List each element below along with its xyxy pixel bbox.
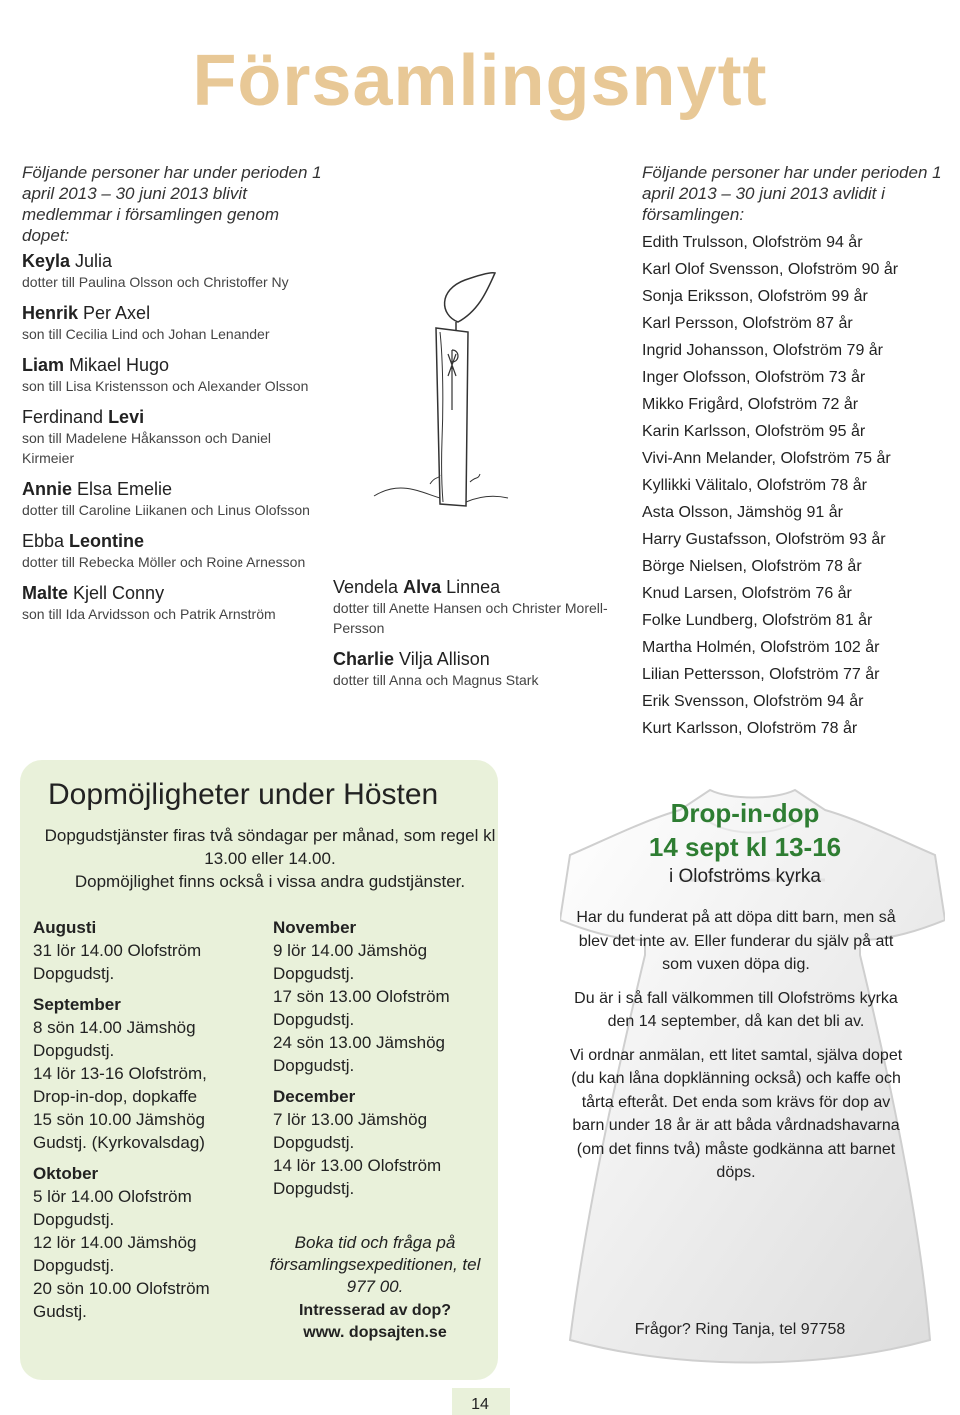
interest-question: Intresserad av dop? xyxy=(298,1302,452,1319)
child-name-pre: Vendela xyxy=(333,577,404,597)
deceased-entry: Karin Karlsson, Olofström 95 år xyxy=(642,423,866,440)
candle-illustration xyxy=(370,270,520,530)
schedule-line: Dopgudstj. xyxy=(33,1256,115,1275)
child-parents: dotter till Caroline Liikanen och Linus Olofsson xyxy=(22,502,310,518)
child-name xyxy=(333,648,613,670)
child-call-name: Alva xyxy=(403,577,442,597)
child-name-rest: Kjell Conny xyxy=(68,583,165,603)
month-heading: December xyxy=(273,1087,356,1106)
schedule-line: 24 sön 13.00 Jämshög xyxy=(273,1033,446,1052)
child-parents: dotter till Anna och Magnus Stark xyxy=(333,672,539,688)
child-name xyxy=(22,354,322,376)
deaths-column xyxy=(642,162,942,742)
autumn-subtitle xyxy=(40,824,500,893)
baptized-child xyxy=(22,582,322,624)
child-name xyxy=(22,406,322,428)
deceased-entry: Lilian Pettersson, Olofström 77 år xyxy=(642,666,880,683)
deceased-entry: Mikko Frigård, Olofström 72 år xyxy=(642,396,859,413)
schedule-line: Drop-in-dop, dopkaffe xyxy=(33,1087,198,1106)
deceased-entry: Folke Lundberg, Olofström 81 år xyxy=(642,612,873,629)
schedule-line: 9 lör 14.00 Jämshög xyxy=(273,941,428,960)
dropin-paragraph-1: Har du funderat på att döpa ditt barn, men så blev det inte av. Eller funderar du själv på att som vuxen döpa dig. xyxy=(576,909,896,973)
child-parents: son till Ida Arvidsson och Patrik Arnström xyxy=(22,606,276,622)
autumn-sub2: Dopmöjlighet finns också i vissa andra gudstjänster. xyxy=(74,872,466,891)
child-call-name: Levi xyxy=(108,407,145,427)
baptized-child xyxy=(22,530,322,572)
booking-info: Boka tid och fråga på församlingsexpeditionen, tel 977 00. xyxy=(269,1233,481,1296)
child-name xyxy=(333,576,613,598)
autumn-heading: Dopmöjligheter under Hösten xyxy=(48,778,439,811)
child-parents: dotter till Paulina Olsson och Christoffer Ny xyxy=(22,274,289,290)
schedule-line: Dopgudstj. xyxy=(273,964,355,983)
schedule-line: Gudstj. xyxy=(33,1302,87,1321)
autumn-sub1: Dopgudstjänster firas två söndagar per månad, som regel kl 13.00 eller 14.00. xyxy=(44,826,496,868)
schedule-line: Dopgudstj. xyxy=(33,1041,115,1060)
schedule-line: Dopgudstj. xyxy=(273,1010,355,1029)
deaths-intro: Följande personer har under perioden 1 april 2013 – 30 juni 2013 avlidit i församlingen: xyxy=(642,163,942,224)
deceased-entry: Karl Persson, Olofström 87 år xyxy=(642,315,853,332)
baptized-child xyxy=(22,354,322,396)
dropin-paragraph-3: Vi ordnar anmälan, ett litet samtal, själva dopet (du kan låna dopklänning också) och kaffe och tårta efteråt. Det enda som krävs för dop av barn under 18 år är att båda vårdnadshavarna (om det finns två) måste godkänna att barnet döps. xyxy=(569,1046,903,1181)
schedule-line: 15 sön 10.00 Jämshög xyxy=(33,1110,206,1129)
schedule-line: 8 sön 14.00 Jämshög xyxy=(33,1018,196,1037)
baptism-list-continued xyxy=(333,572,613,690)
schedule-line: Dopgudstj. xyxy=(273,1133,355,1152)
deceased-entry: Sonja Eriksson, Olofström 99 år xyxy=(642,288,868,305)
child-name xyxy=(22,478,322,500)
schedule-column-b xyxy=(273,916,493,1200)
baptized-child xyxy=(22,406,322,468)
child-parents: dotter till Anette Hansen och Christer Morell-Persson xyxy=(333,600,608,636)
baptized-child xyxy=(333,648,613,690)
child-name xyxy=(22,250,322,272)
dropin-paragraph-2: Du är i så fall välkommen till Olofströms kyrka den 14 september, då kan det bli av. xyxy=(574,989,898,1030)
child-name xyxy=(22,582,322,604)
child-name-rest: Linnea xyxy=(441,577,501,597)
website-info xyxy=(260,1300,490,1344)
month-heading: Augusti xyxy=(33,918,97,937)
child-name-rest: Elsa Emelie xyxy=(72,479,173,499)
deceased-entry: Kurt Karlsson, Olofström 78 år xyxy=(642,720,858,737)
schedule-line: 14 lör 13-16 Olofström, xyxy=(33,1064,207,1083)
deceased-entry: Kyllikki Välitalo, Olofström 78 år xyxy=(642,477,867,494)
dropin-heading xyxy=(605,796,885,864)
schedule-line: 12 lör 14.00 Jämshög xyxy=(33,1233,197,1252)
baptized-child xyxy=(22,478,322,520)
baptized-child xyxy=(22,302,322,344)
deceased-entry: Harry Gustafsson, Olofström 93 år xyxy=(642,531,886,548)
child-call-name: Charlie xyxy=(333,649,395,669)
child-call-name: Annie xyxy=(22,479,73,499)
month-heading: September xyxy=(33,995,121,1014)
child-name xyxy=(22,302,322,324)
child-call-name: Henrik xyxy=(22,303,79,323)
deceased-entry: Inger Olofsson, Olofström 73 år xyxy=(642,369,866,386)
schedule-line: 31 lör 14.00 Olofström xyxy=(33,941,202,960)
page-number: 14 xyxy=(471,1396,489,1413)
month-heading: Oktober xyxy=(33,1164,99,1183)
deceased-entry: Karl Olof Svensson, Olofström 90 år xyxy=(642,261,899,278)
deceased-entry: Börge Nielsen, Olofström 78 år xyxy=(642,558,862,575)
website-link[interactable]: www. dopsajten.se xyxy=(303,1324,447,1341)
schedule-line: 7 lör 13.00 Jämshög xyxy=(273,1110,428,1129)
child-name-rest: Julia xyxy=(70,251,113,271)
child-parents: son till Madelene Håkansson och Daniel Kirmeier xyxy=(22,430,272,466)
baptism-intro: Följande personer har under perioden 1 april 2013 – 30 juni 2013 blivit medlemmar i församlingen genom dopet: xyxy=(22,163,322,245)
schedule-line: 20 sön 10.00 Olofström xyxy=(33,1279,210,1298)
deceased-entry: Asta Olsson, Jämshög 91 år xyxy=(642,504,843,521)
dropin-contact: Frågor? Ring Tanja, tel 97758 xyxy=(634,1321,846,1338)
child-call-name: Liam xyxy=(22,355,65,375)
schedule-line: Dopgudstj. xyxy=(273,1179,355,1198)
child-call-name: Leontine xyxy=(69,531,145,551)
baptized-child xyxy=(333,576,613,638)
schedule-line: 14 lör 13.00 Olofström xyxy=(273,1156,442,1175)
page-title: Församlingsnytt xyxy=(192,41,768,121)
schedule-line: Gudstj. (Kyrkovalsdag) xyxy=(33,1133,205,1152)
deceased-entry: Erik Svensson, Olofström 94 år xyxy=(642,693,864,710)
baptism-list xyxy=(22,250,322,624)
schedule-line: Dopgudstj. xyxy=(33,964,115,983)
dropin-time: 14 sept kl 13-16 xyxy=(648,832,842,862)
child-name-rest: Per Axel xyxy=(78,303,151,323)
month-heading: November xyxy=(273,918,357,937)
dropin-text xyxy=(568,906,904,1195)
child-parents: son till Cecilia Lind och Johan Lenander xyxy=(22,326,270,342)
schedule-line: Dopgudstj. xyxy=(33,1210,115,1229)
schedule-line: 17 sön 13.00 Olofström xyxy=(273,987,450,1006)
child-parents: dotter till Rebecka Möller och Roine Arnesson xyxy=(22,554,306,570)
dropin-title: Drop-in-dop xyxy=(670,798,820,828)
child-name-rest: Mikael Hugo xyxy=(64,355,170,375)
schedule-column-a xyxy=(33,916,263,1323)
deceased-entry: Ingrid Johansson, Olofström 79 år xyxy=(642,342,884,359)
dropin-place: i Olofströms kyrka xyxy=(668,866,822,887)
schedule-line: Dopgudstj. xyxy=(273,1056,355,1075)
child-name-pre: Ferdinand xyxy=(22,407,109,427)
schedule-line: 5 lör 14.00 Olofström xyxy=(33,1187,192,1206)
child-name xyxy=(22,530,322,552)
deaths-list xyxy=(642,229,942,742)
child-call-name: Keyla xyxy=(22,251,71,271)
deceased-entry: Vivi-Ann Melander, Olofström 75 år xyxy=(642,450,891,467)
deceased-entry: Edith Trulsson, Olofström 94 år xyxy=(642,234,863,251)
child-call-name: Malte xyxy=(22,583,69,603)
deceased-entry: Knud Larsen, Olofström 76 år xyxy=(642,585,852,602)
child-name-pre: Ebba xyxy=(22,531,70,551)
baptized-child xyxy=(22,250,322,292)
child-parents: son till Lisa Kristensson och Alexander Olsson xyxy=(22,378,309,394)
baptism-column xyxy=(22,162,322,624)
child-name-rest: Vilja Allison xyxy=(394,649,490,669)
deceased-entry: Martha Holmén, Olofström 102 år xyxy=(642,639,880,656)
